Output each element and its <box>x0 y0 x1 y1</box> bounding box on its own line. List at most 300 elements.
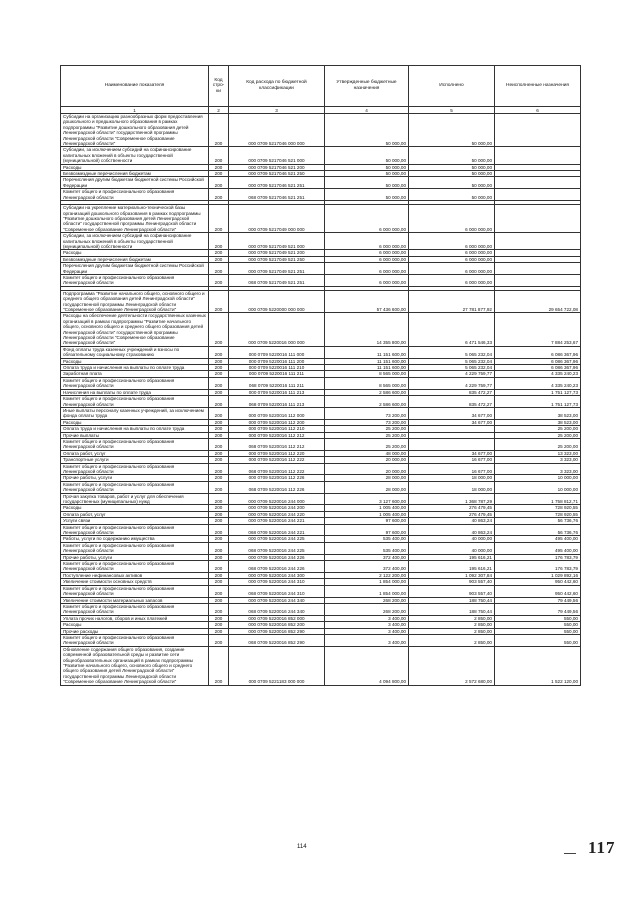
row-classification-code: 068 0709 5220016 111 213 <box>229 396 325 408</box>
row-indicator-name: Комитет общего и профессионального образования Ленинградской области <box>61 189 209 201</box>
row-approved-amount: 6 000 000,00 <box>325 205 409 233</box>
row-line-code: 200 <box>209 263 229 275</box>
row-indicator-name: Начисления на выплаты по оплате труда <box>61 389 209 395</box>
table-row <box>61 313 581 346</box>
row-executed-amount: 40 863,24 <box>409 524 495 536</box>
row-approved-amount: 3 127 600,00 <box>325 493 409 505</box>
row-approved-amount: 6 000 000,00 <box>325 256 409 262</box>
row-line-code: 200 <box>209 597 229 603</box>
row-line-code: 200 <box>209 147 229 164</box>
row-unexecuted-amount: 10 000,00 <box>495 481 581 493</box>
row-approved-amount: 50 000,00 <box>325 114 409 147</box>
row-classification-code: 000 0709 5217049 521 200 <box>229 250 325 256</box>
row-executed-amount: 50 000,00 <box>409 177 495 189</box>
row-approved-amount: 3 400,00 <box>325 634 409 646</box>
row-unexecuted-amount: 38 523,00 <box>495 419 581 425</box>
row-indicator-name: Прочие выплаты <box>61 432 209 438</box>
row-approved-amount: 2 122 200,00 <box>325 572 409 578</box>
column-number: 2 <box>209 107 229 114</box>
row-indicator-name: Расходы на обеспечение деятельности государственных казенных организаций в рамках подпрограммы "Развитие начального общего, основного общего и среднего общего образования детей Ленинградской области" государственной программы Ленинградской области "Современное образование Ленинградской области" <box>61 313 209 346</box>
row-line-code: 200 <box>209 407 229 419</box>
row-classification-code: 000 0709 5220016 112 222 <box>229 457 325 463</box>
row-line-code: 200 <box>209 628 229 634</box>
row-classification-code: 000 0709 5217046 521 250 <box>229 171 325 177</box>
row-unexecuted-amount <box>495 114 581 147</box>
row-executed-amount: 50 000,00 <box>409 164 495 170</box>
row-classification-code: 000 0709 5220016 111 213 <box>229 389 325 395</box>
row-classification-code: 000 0709 5220016 111 210 <box>229 365 325 371</box>
row-indicator-name: Подпрограмма "Развитие начального общего, основного общего и среднего общего образования детей Ленинградской области" государственной программы Ленинградской области "Современное образование Ленинградской области" <box>61 290 209 313</box>
row-approved-amount: 1 005 400,00 <box>325 511 409 517</box>
row-approved-amount: 28 000,00 <box>325 481 409 493</box>
row-executed-amount: 50 000,00 <box>409 147 495 164</box>
row-classification-code: 068 0709 5220016 112 212 <box>229 438 325 450</box>
row-classification-code: 068 0709 5220016 111 211 <box>229 377 325 389</box>
row-unexecuted-amount: 29 654 722,08 <box>495 290 581 313</box>
row-classification-code: 000 0709 5220016 112 210 <box>229 426 325 432</box>
row-classification-code: 000 0709 5220016 244 310 <box>229 579 325 585</box>
row-indicator-name: Поступление нефинансовых активов <box>61 572 209 578</box>
row-executed-amount: 2 850,00 <box>409 615 495 621</box>
row-line-code: 200 <box>209 603 229 615</box>
handwritten-page-stamp: 117 <box>588 838 616 857</box>
row-line-code: 200 <box>209 561 229 573</box>
row-approved-amount: 50 000,00 <box>325 177 409 189</box>
row-line-code: 200 <box>209 622 229 628</box>
row-executed-amount: 903 557,40 <box>409 579 495 585</box>
row-unexecuted-amount: 79 449,56 <box>495 603 581 615</box>
row-unexecuted-amount: 79 449,56 <box>495 597 581 603</box>
row-unexecuted-amount: 550,00 <box>495 622 581 628</box>
row-executed-amount <box>409 438 495 450</box>
row-unexecuted-amount: 1 751 127,73 <box>495 396 581 408</box>
row-approved-amount: 1 854 000,00 <box>325 585 409 597</box>
row-line-code: 200 <box>209 274 229 286</box>
report-sheet <box>60 65 580 686</box>
row-indicator-name: Субсидии, за исключением субсидий на софинансирование капитальных вложений в объекты государственной (муниципальной) собственности <box>61 147 209 164</box>
row-classification-code: 068 0709 5220016 112 222 <box>229 463 325 475</box>
row-line-code: 200 <box>209 572 229 578</box>
row-line-code: 200 <box>209 505 229 511</box>
row-approved-amount: 97 600,00 <box>325 524 409 536</box>
row-executed-amount: 34 677,00 <box>409 419 495 425</box>
row-executed-amount: 40 000,00 <box>409 536 495 542</box>
row-executed-amount: 2 850,00 <box>409 628 495 634</box>
row-approved-amount: 535 400,00 <box>325 536 409 542</box>
row-unexecuted-amount <box>495 274 581 286</box>
row-executed-amount: 6 471 546,33 <box>409 313 495 346</box>
row-classification-code: 000 0709 5217049 000 000 <box>229 205 325 233</box>
row-classification-code: 000 0709 5220016 112 220 <box>229 450 325 456</box>
table-row <box>61 263 581 275</box>
row-indicator-name: Увеличение стоимости основных средств <box>61 579 209 585</box>
row-executed-amount: 5 065 232,04 <box>409 358 495 364</box>
row-indicator-name: Фонд оплаты труда казенных учреждений и взносы по обязательному социальному страхованию <box>61 346 209 358</box>
row-classification-code: 000 0709 5220016 000 000 <box>229 313 325 346</box>
row-line-code: 200 <box>209 114 229 147</box>
row-indicator-name: Комитет общего и профессионального образования Ленинградской области <box>61 396 209 408</box>
row-line-code: 200 <box>209 432 229 438</box>
table-row <box>61 634 581 646</box>
row-indicator-name: Прочие расходы <box>61 628 209 634</box>
header-approved-appropriations: Утвержденные бюджетные назначения <box>325 66 409 107</box>
row-executed-amount: 27 781 877,92 <box>409 290 495 313</box>
row-executed-amount: 195 616,21 <box>409 561 495 573</box>
row-approved-amount: 48 000,00 <box>325 450 409 456</box>
header-budget-classification-code: Код расхода по бюджетной классификации <box>229 66 325 107</box>
row-line-code: 200 <box>209 585 229 597</box>
row-executed-amount: 5 065 232,04 <box>409 365 495 371</box>
row-indicator-name: Комитет общего и профессионального образования Ленинградской области <box>61 603 209 615</box>
table-header-row <box>61 66 581 107</box>
row-approved-amount: 73 200,00 <box>325 407 409 419</box>
table-row <box>61 377 581 389</box>
row-line-code: 200 <box>209 250 229 256</box>
row-approved-amount: 2 586 600,00 <box>325 396 409 408</box>
row-approved-amount: 4 094 800,00 <box>325 646 409 685</box>
row-approved-amount: 3 400,00 <box>325 615 409 621</box>
row-indicator-name: Прочие работы, услуги <box>61 554 209 560</box>
row-indicator-name: Комитет общего и профессионального образования Ленинградской области <box>61 463 209 475</box>
row-indicator-name: Комитет общего и профессионального образования Ленинградской области <box>61 481 209 493</box>
header-line-code: Код стро-ки <box>209 66 229 107</box>
row-executed-amount: 6 000 000,00 <box>409 274 495 286</box>
row-line-code: 200 <box>209 377 229 389</box>
row-approved-amount: 8 565 000,00 <box>325 377 409 389</box>
row-indicator-name: Комитет общего и профессионального образования Ленинградской области <box>61 524 209 536</box>
row-approved-amount: 20 000,00 <box>325 457 409 463</box>
row-classification-code: 000 0709 5220016 244 300 <box>229 572 325 578</box>
row-classification-code: 000 0709 5220016 111 000 <box>229 346 325 358</box>
row-unexecuted-amount: 728 920,55 <box>495 505 581 511</box>
row-approved-amount: 11 151 600,00 <box>325 358 409 364</box>
row-unexecuted-amount: 950 442,60 <box>495 579 581 585</box>
row-approved-amount: 2 586 600,00 <box>325 389 409 395</box>
row-approved-amount: 6 000 000,00 <box>325 233 409 250</box>
table-row <box>61 524 581 536</box>
row-approved-amount: 6 000 000,00 <box>325 274 409 286</box>
table-row <box>61 542 581 554</box>
row-line-code: 200 <box>209 371 229 377</box>
row-classification-code: 000 0709 5220016 112 000 <box>229 407 325 419</box>
row-unexecuted-amount: 1 751 127,73 <box>495 389 581 395</box>
row-executed-amount: 4 229 759,77 <box>409 371 495 377</box>
row-executed-amount: 2 850,00 <box>409 622 495 628</box>
row-indicator-name: Комитет общего и профессионального образования Ленинградской области <box>61 561 209 573</box>
row-line-code: 200 <box>209 205 229 233</box>
row-unexecuted-amount: 495 400,00 <box>495 536 581 542</box>
row-approved-amount: 25 200,00 <box>325 432 409 438</box>
row-indicator-name: Перечисления другим бюджетам бюджетной системы Российской Федерации <box>61 177 209 189</box>
header-executed: Исполнено <box>409 66 495 107</box>
row-line-code: 200 <box>209 493 229 505</box>
row-executed-amount: 50 000,00 <box>409 114 495 147</box>
row-approved-amount: 1 005 400,00 <box>325 505 409 511</box>
row-classification-code: 068 0709 5220016 244 225 <box>229 542 325 554</box>
row-indicator-name: Безвозмездные перечисления бюджетам <box>61 256 209 262</box>
table-body <box>61 114 581 686</box>
table-row <box>61 561 581 573</box>
row-line-code: 200 <box>209 189 229 201</box>
row-classification-code: 000 0709 5220016 112 212 <box>229 432 325 438</box>
row-unexecuted-amount: 3 323,00 <box>495 463 581 475</box>
row-approved-amount: 11 151 600,00 <box>325 365 409 371</box>
row-indicator-name: Иные выплаты персоналу казенных учреждений, за исключением фонда оплаты труда <box>61 407 209 419</box>
row-line-code: 200 <box>209 419 229 425</box>
row-line-code: 200 <box>209 457 229 463</box>
row-executed-amount: 6 000 000,00 <box>409 205 495 233</box>
row-line-code: 200 <box>209 177 229 189</box>
row-executed-amount: 1 092 307,84 <box>409 572 495 578</box>
row-unexecuted-amount: 176 783,79 <box>495 554 581 560</box>
row-indicator-name: Увеличение стоимости материальных запасов <box>61 597 209 603</box>
row-approved-amount: 268 200,00 <box>325 603 409 615</box>
row-line-code: 200 <box>209 426 229 432</box>
row-unexecuted-amount: 25 200,00 <box>495 426 581 432</box>
row-line-code: 200 <box>209 518 229 524</box>
row-indicator-name: Комитет общего и профессионального образования Ленинградской области <box>61 585 209 597</box>
row-classification-code: 000 0709 5220016 852 290 <box>229 628 325 634</box>
row-indicator-name: Оплата работ, услуг <box>61 511 209 517</box>
row-executed-amount: 34 677,00 <box>409 407 495 419</box>
budget-execution-table <box>60 65 581 686</box>
row-classification-code: 000 0709 5220016 111 211 <box>229 371 325 377</box>
column-number: 6 <box>495 107 581 114</box>
row-classification-code: 000 0709 5217046 521 200 <box>229 164 325 170</box>
row-indicator-name: Расходы <box>61 164 209 170</box>
column-number: 5 <box>409 107 495 114</box>
page-number: 114 <box>297 844 307 850</box>
table-row <box>61 274 581 286</box>
row-approved-amount: 25 200,00 <box>325 426 409 432</box>
row-indicator-name: Комитет общего и профессионального образования Ленинградской области <box>61 274 209 286</box>
row-classification-code: 000 0709 5220016 112 200 <box>229 419 325 425</box>
row-indicator-name: Прочая закупка товаров, работ и услуг для обеспечения государственных (муниципальных) нужд <box>61 493 209 505</box>
row-line-code: 200 <box>209 579 229 585</box>
row-executed-amount: 50 000,00 <box>409 171 495 177</box>
row-executed-amount: 18 000,00 <box>409 475 495 481</box>
row-classification-code: 000 0709 5217046 521 251 <box>229 177 325 189</box>
row-approved-amount: 50 000,00 <box>325 164 409 170</box>
row-classification-code: 000 0709 5220016 244 200 <box>229 505 325 511</box>
row-indicator-name: Транспортные услуги <box>61 457 209 463</box>
row-executed-amount: 276 479,45 <box>409 511 495 517</box>
row-classification-code: 000 0709 5220016 244 221 <box>229 518 325 524</box>
table-row <box>61 646 581 685</box>
row-unexecuted-amount: 1 522 120,00 <box>495 646 581 685</box>
row-classification-code: 068 0709 5220016 852 290 <box>229 634 325 646</box>
row-unexecuted-amount <box>495 189 581 201</box>
table-row <box>61 205 581 233</box>
table-row <box>61 233 581 250</box>
row-indicator-name: Расходы <box>61 419 209 425</box>
row-executed-amount: 188 750,44 <box>409 603 495 615</box>
row-line-code: 200 <box>209 389 229 395</box>
row-line-code: 200 <box>209 358 229 364</box>
table-row <box>61 177 581 189</box>
row-executed-amount: 835 472,27 <box>409 396 495 408</box>
row-classification-code: 000 0709 5217049 521 251 <box>229 263 325 275</box>
row-indicator-name: Перечисления другим бюджетам бюджетной системы Российской Федерации <box>61 263 209 275</box>
row-line-code: 200 <box>209 615 229 621</box>
row-approved-amount: 268 200,00 <box>325 597 409 603</box>
row-classification-code: 000 0709 5220016 244 225 <box>229 536 325 542</box>
row-classification-code: 000 0709 5217046 000 000 <box>229 114 325 147</box>
row-classification-code: 000 0709 5220016 244 000 <box>229 493 325 505</box>
row-approved-amount: 20 000,00 <box>325 463 409 475</box>
row-indicator-name: Уплата прочих налогов, сборов и иных платежей <box>61 615 209 621</box>
row-classification-code: 000 0709 5220016 244 340 <box>229 597 325 603</box>
row-approved-amount: 6 000 000,00 <box>325 250 409 256</box>
row-unexecuted-amount: 38 523,00 <box>495 407 581 419</box>
row-approved-amount: 1 854 000,00 <box>325 579 409 585</box>
row-approved-amount: 50 000,00 <box>325 147 409 164</box>
row-approved-amount: 535 400,00 <box>325 542 409 554</box>
row-line-code: 200 <box>209 542 229 554</box>
column-number: 3 <box>229 107 325 114</box>
row-executed-amount: 18 000,00 <box>409 481 495 493</box>
row-line-code: 200 <box>209 438 229 450</box>
row-executed-amount: 16 677,00 <box>409 463 495 475</box>
row-line-code: 200 <box>209 171 229 177</box>
row-approved-amount: 11 151 600,00 <box>325 346 409 358</box>
row-approved-amount: 372 400,00 <box>325 561 409 573</box>
table-row <box>61 438 581 450</box>
row-indicator-name: Расходы <box>61 622 209 628</box>
row-line-code: 200 <box>209 450 229 456</box>
row-line-code: 200 <box>209 256 229 262</box>
row-unexecuted-amount: 4 335 240,23 <box>495 377 581 389</box>
row-unexecuted-amount: 1 029 892,16 <box>495 572 581 578</box>
row-line-code: 200 <box>209 511 229 517</box>
row-executed-amount: 835 472,27 <box>409 389 495 395</box>
row-indicator-name: Расходы <box>61 358 209 364</box>
row-indicator-name: Услуги связи <box>61 518 209 524</box>
row-approved-amount: 8 565 000,00 <box>325 371 409 377</box>
row-unexecuted-amount: 728 920,55 <box>495 511 581 517</box>
row-indicator-name: Субсидии, за исключением субсидий на софинансирование капитальных вложений в объекты государственной (муниципальной) собственности <box>61 233 209 250</box>
row-executed-amount: 40 000,00 <box>409 542 495 554</box>
row-executed-amount: 276 479,45 <box>409 505 495 511</box>
row-line-code: 200 <box>209 475 229 481</box>
column-number-row <box>61 107 581 114</box>
row-indicator-name: Заработная плата <box>61 371 209 377</box>
row-approved-amount: 14 355 800,00 <box>325 313 409 346</box>
row-indicator-name: Субсидии на организацию разнообразных форм предоставления дошкольного и предшкольного образования в рамках подпрограммы "Развитие дошкольного образования детей Ленинградской области" государственной программы Ленинградской области "Современное образование Ленинградской области" <box>61 114 209 147</box>
row-approved-amount: 3 400,00 <box>325 622 409 628</box>
row-line-code: 200 <box>209 646 229 685</box>
row-line-code: 200 <box>209 463 229 475</box>
row-line-code: 200 <box>209 365 229 371</box>
row-unexecuted-amount: 4 335 240,23 <box>495 371 581 377</box>
row-indicator-name: Оплата труда и начисления на выплаты по оплате труда <box>61 426 209 432</box>
row-approved-amount: 3 400,00 <box>325 628 409 634</box>
row-unexecuted-amount: 7 884 253,67 <box>495 313 581 346</box>
row-indicator-name: Оплата работ, услуг <box>61 450 209 456</box>
row-approved-amount: 6 000 000,00 <box>325 263 409 275</box>
table-row <box>61 603 581 615</box>
table-row <box>61 114 581 147</box>
row-unexecuted-amount <box>495 177 581 189</box>
row-approved-amount: 25 200,00 <box>325 438 409 450</box>
table-row <box>61 290 581 313</box>
row-unexecuted-amount <box>495 263 581 275</box>
row-unexecuted-amount: 550,00 <box>495 628 581 634</box>
row-unexecuted-amount: 10 000,00 <box>495 475 581 481</box>
row-line-code: 200 <box>209 481 229 493</box>
row-unexecuted-amount: 56 736,76 <box>495 524 581 536</box>
row-unexecuted-amount <box>495 205 581 233</box>
row-indicator-name: Работы, услуги по содержанию имущества <box>61 536 209 542</box>
row-classification-code: 000 0709 5217049 521 000 <box>229 233 325 250</box>
row-classification-code: 000 0709 5217049 521 250 <box>229 256 325 262</box>
row-line-code: 200 <box>209 346 229 358</box>
row-classification-code: 068 0709 5217049 521 251 <box>229 274 325 286</box>
row-indicator-name: Расходы <box>61 250 209 256</box>
row-executed-amount: 6 000 000,00 <box>409 233 495 250</box>
row-indicator-name: Оплата труда и начисления на выплаты по оплате труда <box>61 365 209 371</box>
row-executed-amount: 2 572 680,00 <box>409 646 495 685</box>
row-indicator-name: Субсидии на укрепление материально-технической базы организаций дошкольного образования в рамках подпрограммы "Развитие дошкольного образования детей Ленинградской области" государственной программы Ленинградской области "Современное образование Ленинградской области" <box>61 205 209 233</box>
row-approved-amount: 57 436 600,00 <box>325 290 409 313</box>
row-classification-code: 000 0709 5220016 111 200 <box>229 358 325 364</box>
row-executed-amount: 6 000 000,00 <box>409 256 495 262</box>
row-classification-code: 000 0709 5217046 521 000 <box>229 147 325 164</box>
row-executed-amount: 6 000 000,00 <box>409 263 495 275</box>
row-executed-amount: 4 229 759,77 <box>409 377 495 389</box>
table-row <box>61 407 581 419</box>
row-indicator-name: Комитет общего и профессионального образования Ленинградской области <box>61 542 209 554</box>
row-executed-amount: 40 863,24 <box>409 518 495 524</box>
row-indicator-name: Комитет общего и профессионального образования Ленинградской области <box>61 634 209 646</box>
row-unexecuted-amount: 56 736,76 <box>495 518 581 524</box>
row-unexecuted-amount <box>495 233 581 250</box>
row-line-code: 200 <box>209 524 229 536</box>
row-executed-amount: 6 000 000,00 <box>409 250 495 256</box>
row-unexecuted-amount: 550,00 <box>495 634 581 646</box>
row-approved-amount: 50 000,00 <box>325 171 409 177</box>
column-number: 4 <box>325 107 409 114</box>
table-row <box>61 481 581 493</box>
row-line-code: 200 <box>209 634 229 646</box>
row-executed-amount: 50 000,00 <box>409 189 495 201</box>
row-classification-code: 068 0709 5217046 521 251 <box>229 189 325 201</box>
row-classification-code: 000 0709 5220016 852 200 <box>229 622 325 628</box>
row-unexecuted-amount: 495 400,00 <box>495 542 581 554</box>
row-unexecuted-amount: 550,00 <box>495 615 581 621</box>
row-line-code: 200 <box>209 164 229 170</box>
row-line-code: 200 <box>209 233 229 250</box>
row-classification-code: 068 0709 5220016 244 340 <box>229 603 325 615</box>
row-indicator-name: Безвозмездные перечисления бюджетам <box>61 171 209 177</box>
row-unexecuted-amount: 6 086 367,96 <box>495 346 581 358</box>
row-classification-code: 000 0709 5220016 112 226 <box>229 475 325 481</box>
row-approved-amount: 97 600,00 <box>325 518 409 524</box>
row-executed-amount: 903 557,40 <box>409 585 495 597</box>
row-executed-amount: 195 616,21 <box>409 554 495 560</box>
row-classification-code: 068 0709 5220016 112 226 <box>229 481 325 493</box>
row-line-code: 200 <box>209 290 229 313</box>
row-classification-code: 000 0709 5220000 000 000 <box>229 290 325 313</box>
row-approved-amount: 50 000,00 <box>325 189 409 201</box>
header-unexecuted-appropriations: Неисполненные назначения <box>495 66 581 107</box>
row-classification-code: 000 0709 5220016 244 226 <box>229 554 325 560</box>
row-classification-code: 068 0709 5220016 244 221 <box>229 524 325 536</box>
row-approved-amount: 73 200,00 <box>325 419 409 425</box>
row-line-code: 200 <box>209 554 229 560</box>
table-row <box>61 463 581 475</box>
table-row <box>61 396 581 408</box>
